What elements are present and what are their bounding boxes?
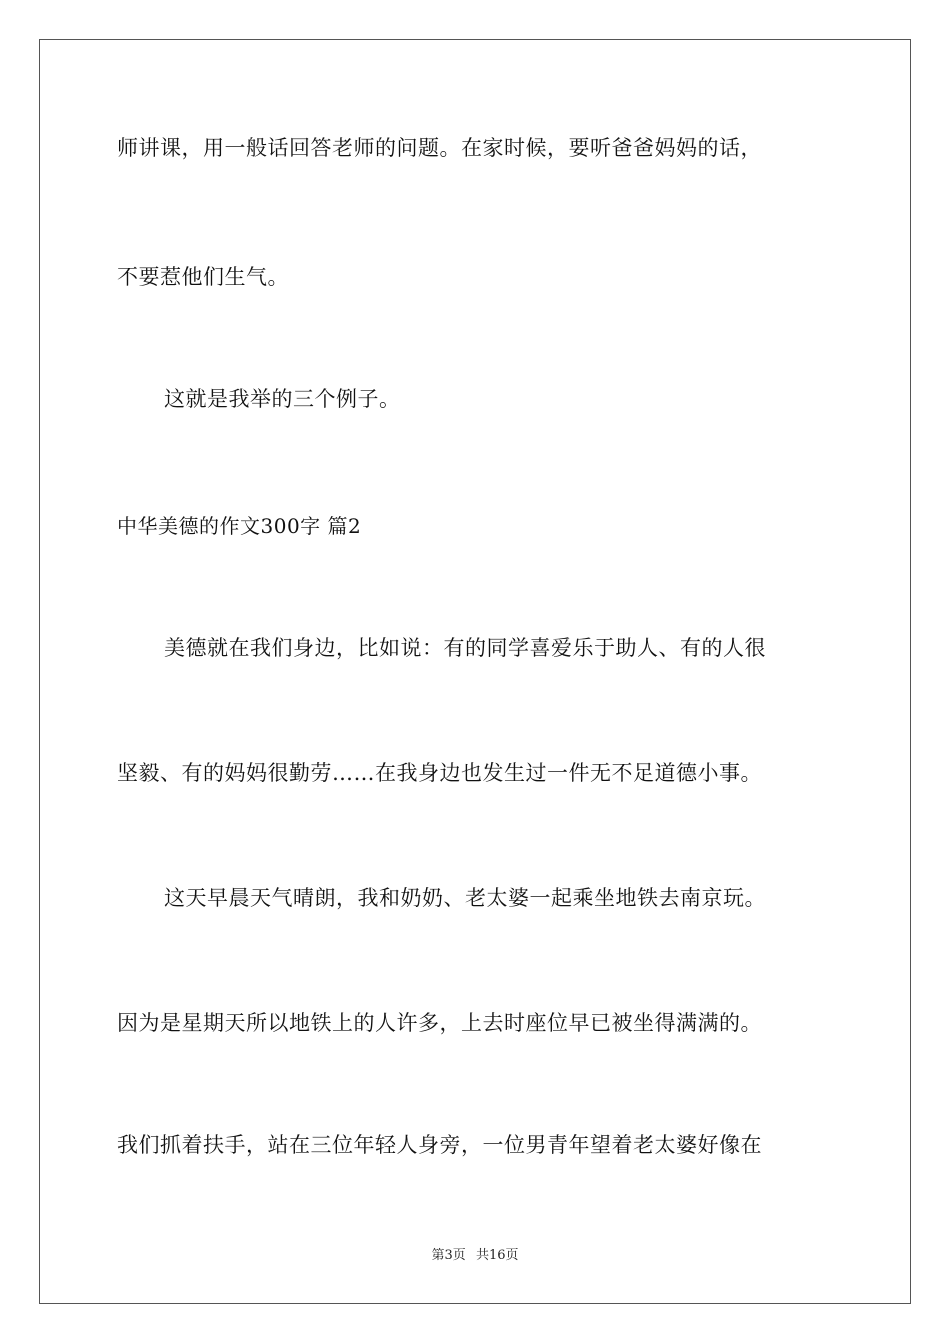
body-line-1: 师讲课，用一般话回答老师的问题。在家时候，要听爸爸妈妈的话， [117, 136, 762, 160]
page-border [39, 39, 911, 1304]
page-number: 第3页 [431, 1248, 466, 1263]
body-line-9: 我们抓着扶手，站在三位年轻人身旁，一位男青年望着老太婆好像在 [117, 1133, 762, 1157]
body-line-7: 这天早晨天气晴朗，我和奶奶、老太婆一起乘坐地铁去南京玩。 [164, 886, 766, 910]
body-line-2: 不要惹他们生气。 [117, 265, 289, 289]
page-total: 共16页 [475, 1248, 519, 1263]
body-line-8: 因为是星期天所以地铁上的人许多，上去时座位早已被坐得满满的。 [117, 1011, 762, 1035]
body-line-3: 这就是我举的三个例子。 [164, 387, 401, 411]
section-heading: 中华美德的作文300字 篇2 [117, 514, 362, 538]
page-footer [0, 1247, 950, 1265]
body-line-5: 美德就在我们身边，比如说：有的同学喜爱乐于助人、有的人很 [164, 636, 766, 660]
body-line-6: 坚毅、有的妈妈很勤劳……在我身边也发生过一件无不足道德小事。 [117, 761, 762, 785]
